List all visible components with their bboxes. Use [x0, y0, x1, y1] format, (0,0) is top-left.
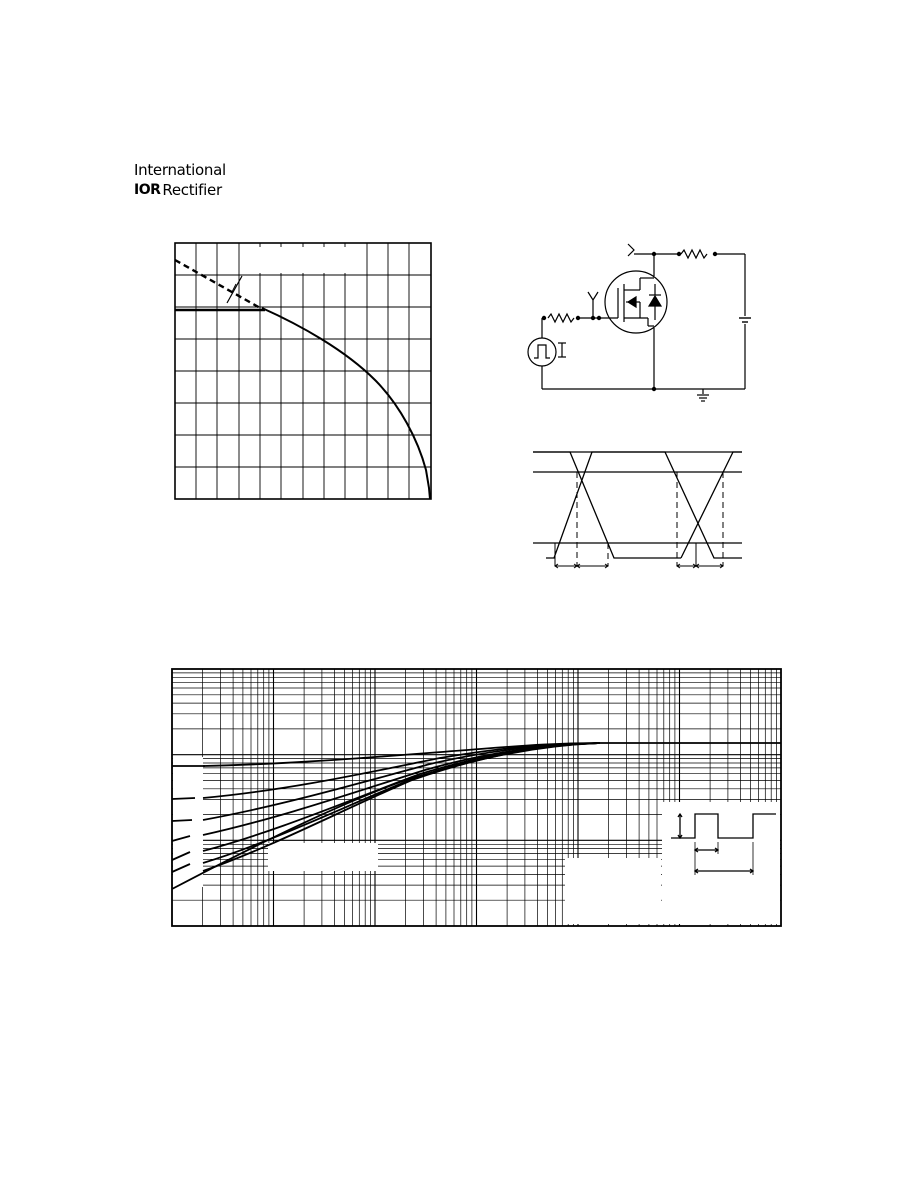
resistor-rd [681, 250, 707, 258]
logo-text-international: International [134, 161, 226, 179]
vds-label-marker [628, 244, 634, 256]
switching-waveforms [533, 452, 742, 568]
switching-test-circuit [528, 244, 751, 401]
vgs-waveform [546, 452, 742, 558]
body-diode [649, 296, 661, 306]
derating-chart [175, 243, 431, 499]
logo-mark: IOR [134, 182, 161, 198]
chart1-dashed-curve [175, 260, 262, 309]
vgs-label-marker [588, 292, 598, 300]
chart1-derating-curve [262, 308, 430, 499]
logo-text-rectifier: Rectifier [162, 181, 222, 199]
chart1-label-area [255, 247, 350, 273]
thermal-impedance-chart [172, 669, 781, 926]
vds-waveform [533, 452, 681, 558]
resistor-rg [548, 314, 574, 322]
pulse-generator [528, 338, 556, 366]
